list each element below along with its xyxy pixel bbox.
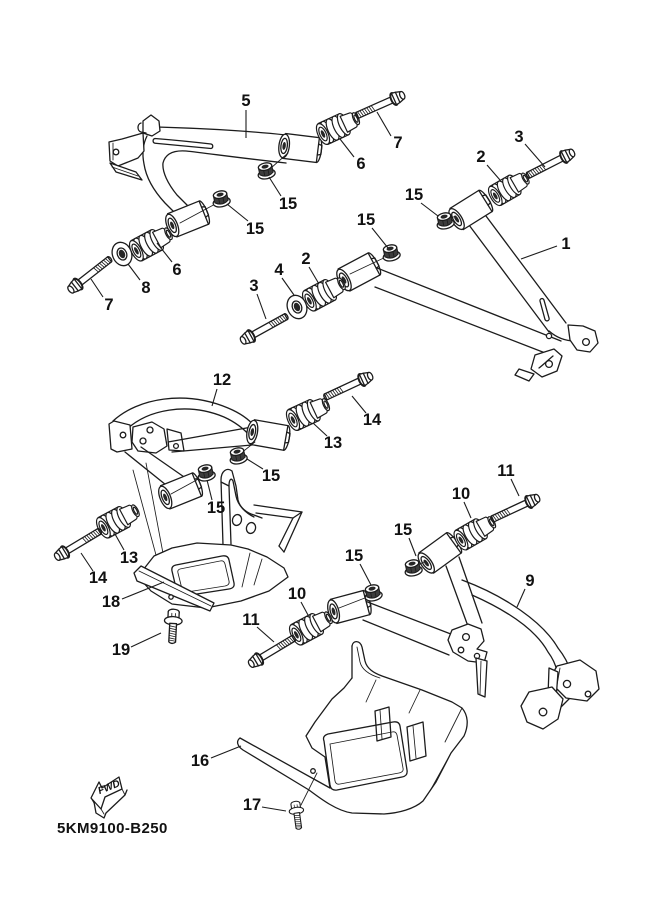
- callout-leader-3: [257, 294, 266, 319]
- callout-leader-15: [421, 203, 438, 216]
- callout-11[interactable]: 11: [242, 611, 260, 629]
- rear-lower-arm-part-9: [325, 531, 599, 729]
- callout-leader-10: [301, 602, 308, 615]
- front-upper-arm-part-5: [109, 115, 323, 239]
- callout-4[interactable]: 4: [274, 261, 284, 279]
- callout-leader-15: [227, 204, 248, 221]
- callout-10[interactable]: 10: [287, 585, 307, 603]
- callout-leader-13: [115, 534, 124, 550]
- callout-leader-15: [207, 480, 212, 500]
- callout-10[interactable]: 10: [451, 485, 471, 503]
- nut-15-b: [211, 189, 231, 208]
- callout-2[interactable]: 2: [476, 148, 486, 166]
- callout-13[interactable]: 13: [119, 549, 139, 567]
- bolt-7-lower: [65, 253, 115, 296]
- callout-leader-17: [262, 807, 286, 811]
- callout-leader-7: [377, 112, 391, 136]
- callout-leader-1: [521, 246, 557, 259]
- arm12-pivot-tube: [245, 419, 291, 451]
- callout-leader-11: [511, 479, 519, 496]
- callout-leader-2: [309, 267, 319, 284]
- callout-18[interactable]: 18: [101, 593, 121, 611]
- callout-leader-15: [372, 228, 388, 248]
- callout-14[interactable]: 14: [88, 569, 108, 587]
- callout-leader-6: [340, 139, 354, 157]
- callout-14[interactable]: 14: [362, 411, 382, 429]
- nut-15-f: [196, 463, 216, 482]
- nut-15-a: [256, 161, 276, 180]
- callout-leader-9: [517, 589, 525, 607]
- screw-19: [163, 609, 182, 644]
- callout-leader-7: [91, 279, 103, 297]
- arm12-lower-pivot-tube: [156, 472, 205, 511]
- callout-7[interactable]: 7: [104, 296, 114, 314]
- fwd-label: FWD: [96, 778, 122, 798]
- fwd-direction-arrow: [91, 777, 127, 818]
- bolt-14-lower: [52, 525, 104, 564]
- callout-leader-4: [282, 278, 294, 295]
- callout-15[interactable]: 15: [206, 499, 226, 517]
- callout-15[interactable]: 15: [404, 186, 424, 204]
- callout-15[interactable]: 15: [261, 467, 281, 485]
- callout-19[interactable]: 19: [111, 641, 131, 659]
- callout-15[interactable]: 15: [245, 220, 265, 238]
- callout-leader-3: [525, 144, 545, 167]
- callout-2[interactable]: 2: [301, 250, 311, 268]
- bolt-11-top: [488, 491, 542, 526]
- arm5-pivot-tube: [277, 133, 322, 163]
- screw-17: [288, 800, 306, 830]
- nut-15-d: [381, 243, 401, 262]
- callout-3[interactable]: 3: [249, 277, 259, 295]
- nut-15-h: [363, 583, 383, 602]
- callout-6[interactable]: 6: [356, 155, 366, 173]
- callout-15[interactable]: 15: [356, 211, 376, 229]
- callout-6[interactable]: 6: [172, 261, 182, 279]
- callout-17[interactable]: 17: [242, 796, 262, 814]
- callout-12[interactable]: 12: [212, 371, 232, 389]
- callout-15[interactable]: 15: [393, 521, 413, 539]
- callout-leader-10: [464, 502, 471, 518]
- callout-9[interactable]: 9: [525, 572, 535, 590]
- callout-leader-16: [211, 746, 241, 758]
- callout-8[interactable]: 8: [141, 279, 151, 297]
- callout-11[interactable]: 11: [497, 462, 515, 480]
- bolt-14-top: [321, 369, 375, 404]
- bolt-11-lower: [246, 632, 298, 671]
- callout-leader-15: [409, 538, 416, 556]
- callout-13[interactable]: 13: [323, 434, 343, 452]
- callout-3[interactable]: 3: [514, 128, 524, 146]
- callout-leader-15: [269, 177, 281, 196]
- callout-15[interactable]: 15: [344, 547, 364, 565]
- part-code: 5KM9100-B250: [57, 820, 168, 837]
- callout-leader-8: [128, 264, 140, 280]
- nuts: [196, 161, 455, 602]
- callout-1[interactable]: 1: [561, 235, 571, 253]
- callout-16[interactable]: 16: [190, 752, 210, 770]
- callout-leader-19: [131, 633, 161, 647]
- callout-15[interactable]: 15: [278, 195, 298, 213]
- callout-leader-15: [360, 564, 371, 585]
- callout-7[interactable]: 7: [393, 134, 403, 152]
- skid-plate-part-16: [238, 642, 468, 814]
- callout-leader-2: [487, 165, 500, 180]
- callout-leader-15: [247, 459, 263, 469]
- nut-15-e: [228, 446, 248, 465]
- callout-5[interactable]: 5: [241, 92, 251, 110]
- callout-leader-11: [257, 627, 274, 642]
